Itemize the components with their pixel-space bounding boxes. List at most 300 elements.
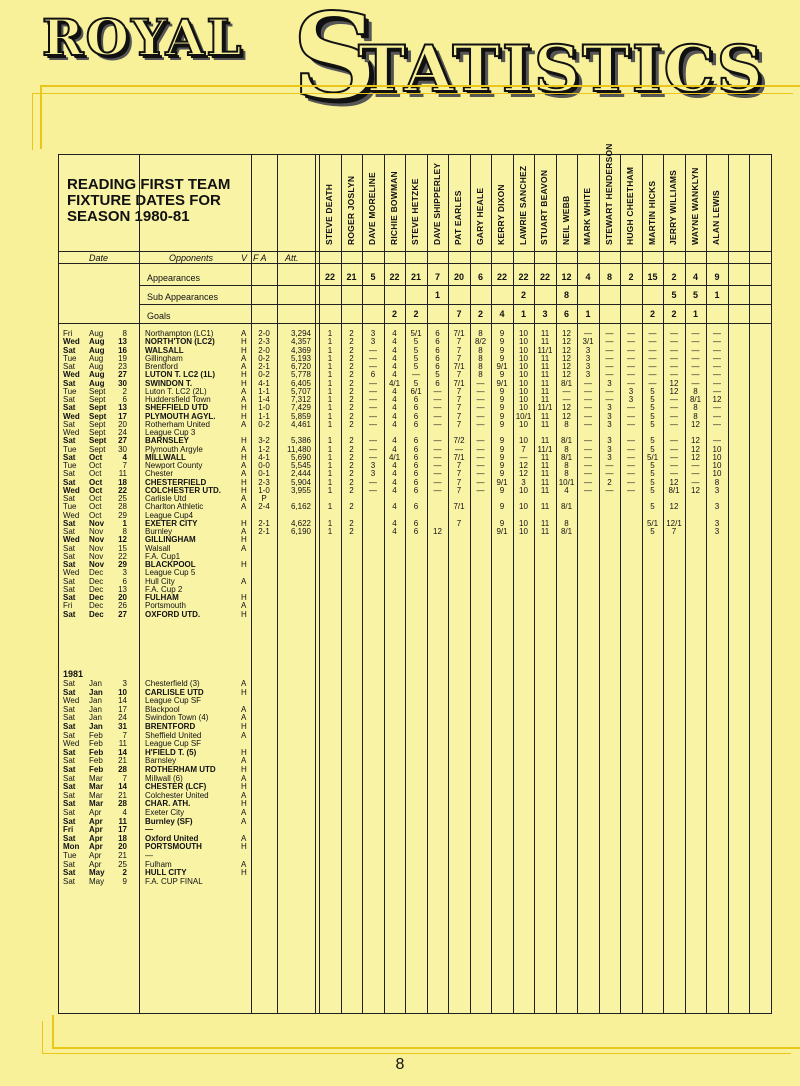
- fixture-player-cell: 6: [413, 395, 419, 404]
- fixture-player-cell: —: [648, 337, 657, 347]
- fixture-score: 2-1: [258, 527, 270, 536]
- fixture-player-cell: 8: [478, 329, 483, 338]
- fixture-player-cell: 5: [650, 386, 655, 396]
- fixture-player-cell: 8/2: [474, 337, 487, 347]
- fixture-player-cell: —: [455, 444, 463, 454]
- player-name-text: JERRY WILLIAMS: [668, 169, 678, 245]
- fixture-month: Aug: [89, 329, 104, 338]
- fixture-player-cell: —: [713, 436, 721, 446]
- fixture-date: 7: [122, 730, 127, 740]
- fixture-day: Sat: [63, 687, 76, 697]
- player-column-divider: [470, 155, 471, 1013]
- fixture-player-cell: 9: [499, 518, 505, 528]
- fixture-month: Aug: [89, 378, 105, 388]
- fixture-date: 6: [122, 395, 127, 404]
- player-name: [385, 159, 403, 255]
- player-column-divider: [577, 155, 578, 1013]
- fixture-attendance: 5,545: [290, 461, 311, 470]
- fixture-player-cell: 9: [499, 502, 505, 512]
- player-name-text: ALAN LEWIS: [711, 190, 721, 245]
- fixture-month: Feb: [89, 765, 104, 774]
- fixture-player-cell: 8: [564, 518, 569, 528]
- fixture-player-cell: —: [476, 419, 485, 429]
- fixture-day: Sat: [63, 494, 76, 503]
- fixture-player-cell: 3: [607, 444, 612, 454]
- fixture-player-cell: 5: [413, 362, 419, 371]
- fixture-player-cell: 7: [521, 444, 526, 454]
- fixture-venue: A: [241, 329, 247, 338]
- fixture-player-cell: 10/1: [515, 411, 532, 421]
- fixture-month: May: [89, 868, 105, 878]
- fixture-player-cell: 6: [413, 518, 419, 528]
- fixture-player-cell: 1: [327, 403, 333, 413]
- page-number: 8: [395, 1056, 405, 1073]
- fixture-player-cell: 8: [693, 411, 698, 421]
- fixture-player-cell: —: [476, 386, 485, 396]
- player-appearances: 8: [606, 272, 612, 282]
- player-name-text: WAYNE WANKLYN: [689, 167, 700, 245]
- fixture-player-cell: 8: [478, 345, 483, 355]
- fixture-venue: H: [241, 868, 247, 878]
- fixture-day: Sat: [63, 419, 76, 429]
- player-appearances: 7: [434, 272, 440, 282]
- fixture-date: 28: [118, 765, 127, 774]
- fixture-opponent: ROTHERHAM UTD: [145, 765, 216, 774]
- fixture-date: 30: [118, 444, 127, 454]
- fixture-player-cell: 11: [540, 353, 550, 363]
- fixture-player-cell: 7: [456, 386, 462, 396]
- fixture-player-cell: 2: [349, 452, 354, 462]
- fixture-player-cell: 7: [456, 518, 462, 528]
- fixture-player-cell: —: [648, 329, 657, 338]
- player-appearances: 2: [628, 272, 634, 282]
- fixture-player-cell: 8: [478, 353, 483, 363]
- stats-rule: [139, 304, 771, 305]
- fixture-date: 29: [118, 560, 127, 569]
- fixture-player-cell: —: [584, 411, 592, 421]
- fixture-opponent: —: [145, 825, 153, 835]
- fixture-venue: H: [241, 518, 247, 528]
- player-name: [406, 159, 424, 255]
- fixture-venue: A: [241, 601, 247, 611]
- fixture-player-cell: 1: [327, 353, 333, 363]
- fixture-player-cell: —: [713, 353, 721, 363]
- fixture-score: 1-2: [258, 444, 270, 454]
- fixture-opponent: PORTSMOUTH: [145, 842, 202, 852]
- fixture-player-cell: —: [433, 395, 442, 404]
- player-column-divider: [685, 155, 686, 1013]
- fixture-player-cell: —: [627, 378, 635, 388]
- fixture-player-cell: 11: [540, 477, 550, 487]
- fixture-player-cell: —: [627, 329, 635, 338]
- fixture-opponent: League Cup SF: [145, 739, 202, 749]
- fixture-player-cell: —: [584, 469, 592, 479]
- column-divider: [315, 155, 316, 1013]
- fixture-player-cell: —: [670, 329, 678, 338]
- fixture-player-cell: 12: [669, 378, 679, 388]
- fixture-player-cell: —: [369, 395, 377, 404]
- fixture-day: Wed: [63, 485, 80, 495]
- fixture-player-cell: 9: [499, 329, 505, 338]
- fixture-player-cell: 2: [349, 411, 354, 421]
- fixture-player-cell: —: [627, 419, 635, 429]
- fixture-opponent: League Cup4: [145, 510, 194, 520]
- fixture-player-cell: 7: [456, 370, 462, 380]
- fixture-venue: A: [241, 713, 247, 723]
- fixture-player-cell: 5: [650, 436, 655, 446]
- fixture-day: Sat: [63, 799, 76, 809]
- fixture-month: Mar: [89, 799, 104, 809]
- fixture-date: 21: [118, 756, 127, 766]
- fixture-player-cell: 6: [435, 353, 440, 363]
- fixture-date: 19: [118, 353, 127, 363]
- fixture-player-cell: —: [369, 353, 377, 363]
- fixture-date: 21: [118, 851, 127, 860]
- fixture-opponent: MILLWALL: [145, 452, 186, 462]
- fixture-opponent: CHAR. ATH.: [145, 799, 191, 809]
- player-name: [320, 159, 338, 255]
- fixture-date: 27: [118, 436, 127, 446]
- player-column-divider: [319, 155, 320, 1013]
- fixture-player-cell: 5: [650, 527, 655, 536]
- fixture-player-cell: 7: [456, 485, 462, 495]
- fixture-player-cell: —: [670, 419, 678, 429]
- fixture-day: Tue: [63, 851, 77, 860]
- fixture-player-cell: 2: [349, 329, 354, 338]
- fixture-opponent: Chester: [145, 469, 174, 479]
- fixture-player-cell: —: [476, 444, 485, 454]
- fixture-player-cell: 7: [671, 527, 677, 536]
- fixture-day: Wed: [63, 568, 80, 578]
- fixture-player-cell: 6: [435, 378, 440, 388]
- fixture-day: Sat: [63, 477, 76, 487]
- fixture-month: Sept: [89, 411, 107, 421]
- fixture-month: Sept: [89, 395, 106, 404]
- fixture-player-cell: 6: [413, 436, 419, 446]
- fixture-player-cell: 2: [349, 386, 354, 396]
- fixture-player-cell: 6: [413, 485, 419, 495]
- fixture-player-cell: 4: [392, 337, 397, 347]
- fixture-player-cell: 1: [327, 502, 333, 512]
- fixture-month: Dec: [89, 576, 104, 586]
- fixture-opponent: CHESTERFIELD: [145, 477, 207, 487]
- fixture-player-cell: 7: [456, 403, 462, 413]
- player-column-divider: [642, 155, 643, 1013]
- fixture-day: Wed: [63, 510, 80, 520]
- fixture-attendance: 7,312: [290, 395, 311, 404]
- fixture-month: Sept: [89, 403, 107, 413]
- fixture-player-cell: 3: [714, 518, 720, 528]
- fixture-player-cell: 4: [392, 395, 397, 404]
- fixture-player-cell: 6: [413, 411, 419, 421]
- fixture-opponent: Brentford: [145, 362, 178, 371]
- player-column-divider: [513, 155, 514, 1013]
- fixture-date: 14: [118, 782, 127, 792]
- fixture-player-cell: —: [584, 452, 592, 462]
- fixture-opponent: Burnley: [145, 527, 173, 536]
- fixture-player-cell: 10: [519, 353, 528, 363]
- fixture-venue: H: [241, 535, 247, 545]
- player-goals: 4: [499, 309, 505, 319]
- fixture-player-cell: 3: [607, 436, 612, 446]
- fixture-month: Dec: [89, 568, 104, 578]
- player-appearances: 22: [496, 272, 507, 282]
- fixture-player-cell: 4: [392, 527, 397, 536]
- fixture-day: Wed: [63, 428, 80, 437]
- fixture-score: 1-0: [258, 485, 270, 495]
- player-column-divider: [384, 155, 385, 1013]
- fixture-venue: A: [241, 494, 247, 503]
- fixture-player-cell: —: [605, 386, 614, 396]
- fixture-player-cell: 3: [607, 403, 612, 413]
- fixture-player-cell: —: [584, 386, 592, 396]
- fixture-player-cell: 7: [456, 345, 462, 355]
- fixture-day: Sat: [63, 773, 76, 783]
- fixture-venue: H: [241, 687, 247, 697]
- fixture-month: Nov: [89, 560, 105, 569]
- fixture-opponent: Gillingham: [145, 353, 183, 363]
- fixture-player-cell: 12: [669, 502, 679, 512]
- fixture-month: Apr: [89, 825, 103, 835]
- fixture-opponent: F.A. Cup1: [145, 551, 181, 561]
- player-name-text: STEVE DEATH: [324, 183, 334, 245]
- fixture-attendance: 6,720: [290, 362, 311, 371]
- fixture-player-cell: 5: [650, 411, 655, 421]
- fixture-date: 15: [118, 543, 127, 553]
- fixture-player-cell: 9: [499, 436, 505, 446]
- fixture-player-cell: 8: [564, 461, 569, 470]
- fixture-venue: A: [241, 395, 247, 404]
- player-appearances: 22: [539, 272, 550, 282]
- fixture-date: 29: [118, 510, 127, 520]
- player-goals: 6: [563, 309, 569, 319]
- fixture-player-cell: —: [670, 353, 678, 363]
- fixture-player-cell: 6/1: [410, 386, 422, 396]
- fixture-player-cell: —: [691, 345, 700, 355]
- fixture-month: Jan: [89, 704, 102, 714]
- fixture-player-cell: —: [369, 436, 377, 446]
- fixture-month: Jan: [89, 687, 103, 697]
- fixture-venue: A: [241, 444, 247, 454]
- column-divider: [251, 155, 252, 1013]
- fixture-player-cell: —: [648, 353, 657, 363]
- fixture-player-cell: 3: [585, 353, 591, 363]
- fixture-player-cell: 6: [413, 469, 419, 479]
- fixture-player-cell: 2: [349, 362, 354, 371]
- fixture-player-cell: 4: [392, 411, 397, 421]
- fixture-venue: A: [241, 502, 247, 512]
- fixture-player-cell: 5: [413, 337, 419, 347]
- player-name-text: MARK WHITE: [582, 187, 592, 245]
- fixture-date: 3: [122, 568, 127, 578]
- fixture-player-cell: —: [584, 485, 592, 495]
- fixture-month: Apr: [89, 816, 103, 826]
- fixture-player-cell: 8/1: [560, 436, 573, 446]
- fixture-player-cell: 10: [519, 518, 528, 528]
- fixture-player-cell: 9: [499, 461, 505, 470]
- fixture-date: 30: [118, 378, 127, 388]
- fixture-player-cell: 7: [456, 337, 462, 347]
- fixture-month: Oct: [89, 469, 102, 479]
- fixture-player-cell: —: [584, 378, 592, 388]
- fixture-player-cell: 11: [540, 436, 550, 446]
- fixture-attendance: 3,294: [290, 329, 311, 338]
- fixture-player-cell: —: [713, 403, 721, 413]
- fixture-score: 4-1: [258, 452, 270, 462]
- fixture-player-cell: —: [627, 444, 635, 454]
- fixture-player-cell: 12: [519, 461, 528, 470]
- fixture-day: Sat: [63, 345, 76, 355]
- fixture-opponent: BRENTFORD: [145, 722, 196, 731]
- fixture-attendance: 5,193: [290, 353, 311, 363]
- fixture-attendance: 4,357: [290, 337, 311, 347]
- fixture-player-cell: —: [670, 444, 678, 454]
- fixture-month: Sept: [89, 419, 106, 429]
- fixture-month: Nov: [89, 518, 105, 528]
- player-column-divider: [749, 155, 750, 1013]
- fixture-player-cell: —: [369, 452, 377, 462]
- fixture-opponent: NORTH'TON (LC2): [145, 337, 215, 347]
- player-name: [363, 159, 381, 255]
- fixture-player-cell: 2: [349, 436, 354, 446]
- fixture-month: Apr: [89, 833, 103, 843]
- fixture-date: 4: [122, 808, 127, 817]
- fixture-score: 0-0: [258, 461, 270, 470]
- fixture-player-cell: —: [605, 337, 614, 347]
- fixture-player-cell: —: [670, 452, 678, 462]
- fixture-day: Wed: [63, 370, 80, 380]
- fixture-player-cell: —: [584, 461, 592, 470]
- fixture-score: 1-4: [258, 395, 270, 404]
- fixture-venue: A: [241, 543, 247, 553]
- fixture-player-cell: 3: [585, 345, 591, 355]
- fixture-opponent: HULL CITY: [145, 868, 187, 878]
- fixture-player-cell: —: [691, 329, 700, 338]
- fixture-score: 3-2: [258, 436, 270, 446]
- fixture-date: 1: [122, 518, 127, 528]
- fixture-day: Sat: [63, 876, 76, 886]
- fixture-opponent: Blackpool: [145, 704, 180, 714]
- player-column-divider: [448, 155, 449, 1013]
- fixture-player-cell: 1: [327, 419, 333, 429]
- fixture-player-cell: 11: [540, 370, 550, 380]
- fixture-player-cell: —: [713, 345, 721, 355]
- fixture-player-cell: 9/1: [496, 362, 508, 371]
- player-column-divider: [556, 155, 557, 1013]
- fixture-player-cell: 9: [499, 345, 505, 355]
- fixture-player-cell: 6: [435, 362, 440, 371]
- table-title-line: READING FIRST TEAM: [67, 176, 231, 193]
- fixture-opponent: Burnley (SF): [145, 816, 193, 826]
- player-name-text: KERRY DIXON: [496, 184, 506, 245]
- fixture-player-cell: —: [476, 452, 485, 462]
- fixture-date: 13: [118, 584, 127, 594]
- player-appearances: 22: [324, 272, 335, 282]
- fixture-player-cell: 2: [349, 527, 354, 536]
- fixture-player-cell: 8: [478, 370, 483, 380]
- fixture-opponent: F.A. Cup 2: [145, 584, 183, 594]
- fixture-opponent: Sheffield United: [145, 730, 202, 740]
- fixture-month: Apr: [89, 859, 102, 869]
- fixture-player-cell: —: [605, 329, 614, 338]
- fixture-date: 10: [118, 687, 127, 697]
- fixture-player-cell: —: [627, 370, 635, 380]
- fixture-venue: A: [241, 833, 247, 843]
- fixture-player-cell: 1: [327, 370, 333, 380]
- fixture-date: 7: [122, 461, 127, 470]
- fixture-date: 8: [122, 527, 127, 536]
- fixture-player-cell: 7/1: [453, 378, 465, 388]
- fixture-player-cell: —: [670, 461, 678, 470]
- fixture-venue: H: [241, 436, 247, 446]
- player-column-divider: [620, 155, 621, 1013]
- fixture-attendance: 6,190: [290, 527, 311, 536]
- fixture-attendance: 5,778: [290, 370, 311, 380]
- fixture-player-cell: 10: [712, 461, 722, 470]
- fixture-player-cell: —: [713, 386, 721, 396]
- fixture-day: Tue: [63, 444, 77, 454]
- fixture-player-cell: —: [648, 370, 657, 380]
- fixture-player-cell: 1: [327, 485, 333, 495]
- fixture-player-cell: —: [476, 461, 485, 470]
- fixture-date: 18: [118, 833, 127, 843]
- fixture-player-cell: 8: [693, 403, 698, 413]
- fixture-month: Oct: [89, 494, 102, 503]
- stats-rule: [59, 323, 771, 324]
- fixture-attendance: 7,429: [290, 403, 311, 413]
- fixture-player-cell: 12: [669, 477, 679, 487]
- fixture-player-cell: 10: [519, 378, 528, 388]
- fixture-player-cell: —: [562, 395, 571, 404]
- player-goals: 7: [456, 309, 462, 319]
- fixture-player-cell: 3: [521, 477, 526, 487]
- fixture-player-cell: 3: [714, 485, 720, 495]
- fixture-day: Sat: [63, 756, 76, 766]
- fixture-player-cell: —: [713, 362, 721, 371]
- fixture-opponent: H'FIELD T. (5): [145, 747, 197, 757]
- fixture-opponent: —: [145, 851, 153, 860]
- fixture-player-cell: 11: [540, 461, 550, 470]
- fixture-opponent: Barnsley: [145, 756, 177, 766]
- fixture-month: Oct: [89, 510, 102, 520]
- fixture-venue: A: [241, 730, 247, 740]
- fixture-player-cell: —: [605, 370, 614, 380]
- player-appearances: 6: [477, 272, 483, 282]
- fixture-player-cell: 4: [392, 353, 397, 363]
- fixture-opponent: Rotherham United: [145, 419, 210, 429]
- player-sub-appearances: 8: [563, 290, 569, 300]
- fixture-player-cell: —: [627, 362, 635, 371]
- table-title-line: SEASON 1980-81: [67, 208, 190, 225]
- fixture-player-cell: 3: [628, 386, 634, 396]
- fixture-day: Sat: [63, 436, 76, 446]
- fixture-player-cell: —: [433, 386, 442, 396]
- fixture-date: 28: [118, 799, 127, 809]
- player-column-divider: [362, 155, 363, 1013]
- fixture-player-cell: 1: [327, 452, 333, 462]
- player-name: [428, 159, 446, 255]
- fixture-player-cell: 6: [435, 345, 440, 355]
- fixture-player-cell: —: [627, 469, 635, 479]
- fixture-attendance: 6,162: [290, 502, 311, 512]
- fixture-player-cell: 2: [349, 395, 354, 404]
- fixture-venue: A: [241, 790, 247, 800]
- player-name: [492, 159, 510, 255]
- fixture-venue: H: [241, 609, 247, 619]
- fixture-month: Nov: [89, 535, 105, 545]
- fixture-venue: H: [241, 345, 247, 355]
- fixture-player-cell: 2: [607, 477, 612, 487]
